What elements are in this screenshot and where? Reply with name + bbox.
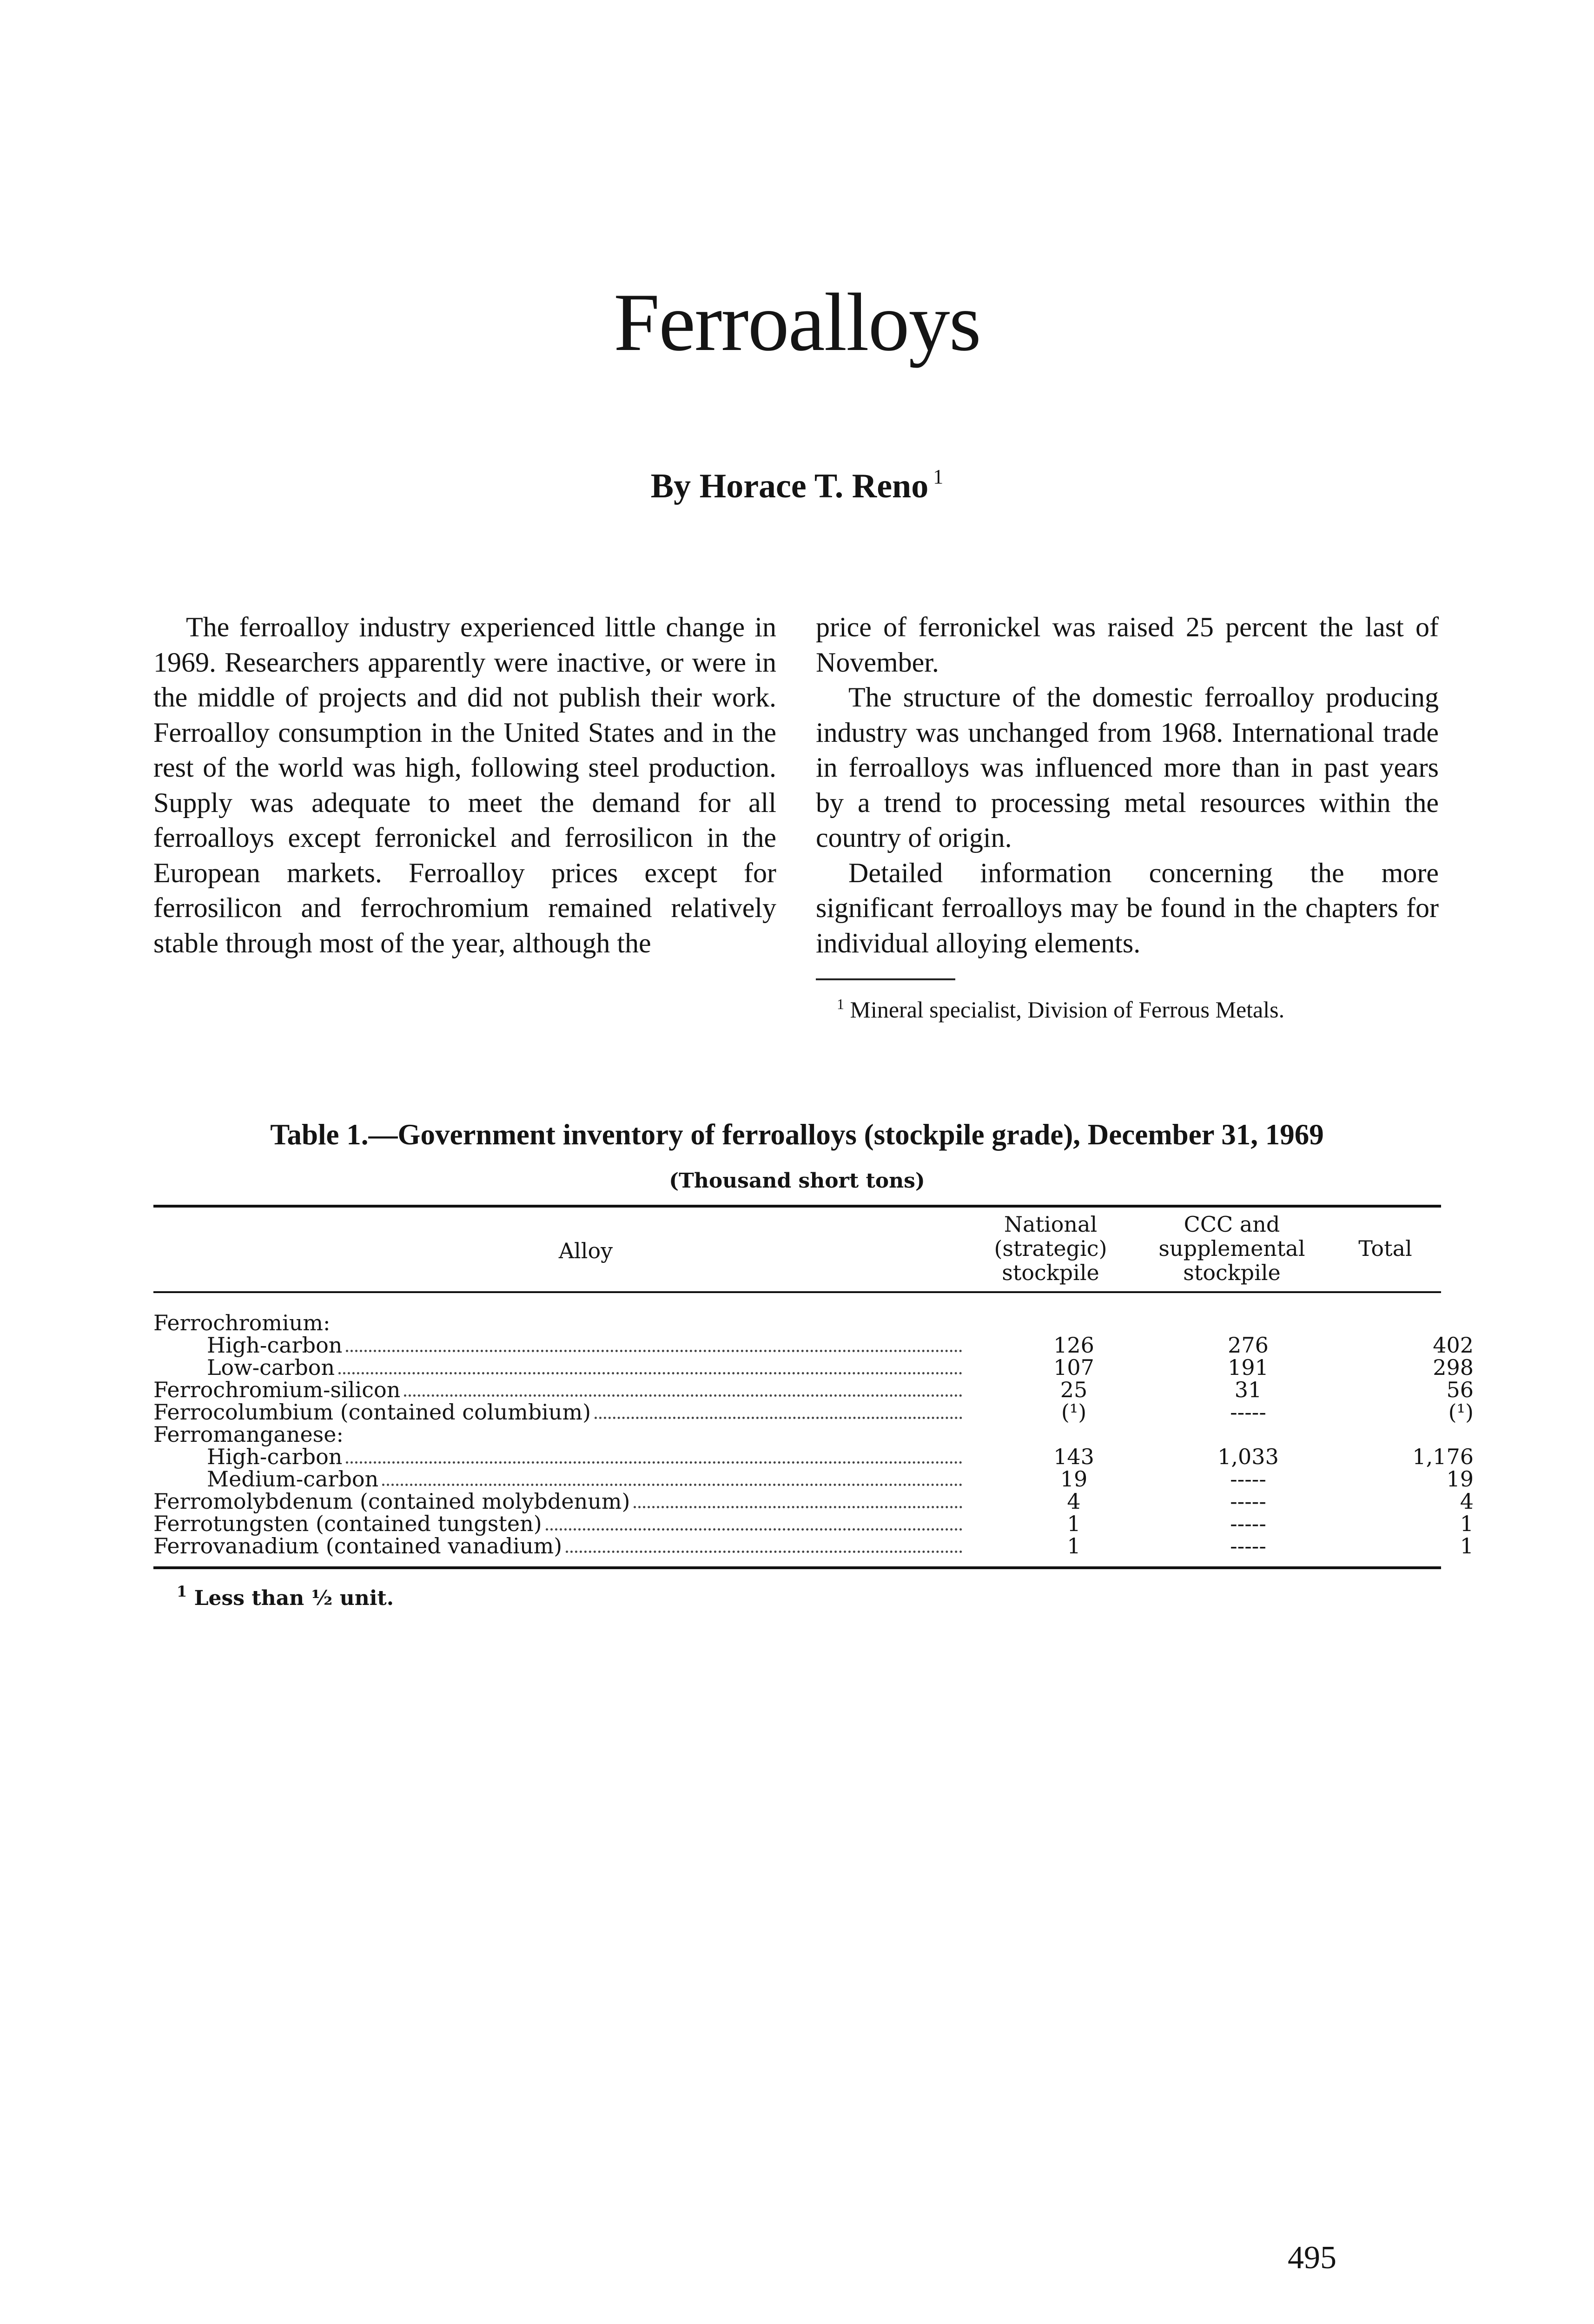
table-row xyxy=(153,1400,1474,1425)
cell-total: 1 xyxy=(1460,1533,1474,1558)
detailed-info-paragraph: Detailed information concerning the more significant ferroalloys may be found in the chapters for individual alloying elements. xyxy=(816,857,1439,958)
cell-national: 4 xyxy=(1067,1489,1081,1514)
table-footnote-text: Less than ½ unit. xyxy=(194,1586,394,1610)
cell-national: (¹) xyxy=(1061,1400,1087,1425)
table-caption: Table 1.—Government inventory of ferroalloys (stockpile grade), December 31, 1969 xyxy=(270,1118,1324,1151)
dot-leader xyxy=(346,1461,962,1464)
table-units: (Thousand short tons) xyxy=(669,1169,925,1193)
header-ccc xyxy=(1130,1212,1334,1285)
left-column xyxy=(153,610,776,961)
cell-national: 1 xyxy=(1067,1533,1081,1558)
footnote-text: Mineral specialist, Division of Ferrous Metals. xyxy=(850,997,1285,1023)
cell-ccc: 1,033 xyxy=(1217,1444,1279,1469)
dot-leader xyxy=(382,1484,962,1486)
header-national-line-2: (strategic) xyxy=(994,1236,1107,1261)
row-label: Ferromanganese: xyxy=(153,1422,344,1447)
cell-ccc: ----- xyxy=(1230,1511,1266,1536)
table-row xyxy=(153,1333,1474,1358)
header-ccc-line-2: supplemental xyxy=(1158,1236,1305,1261)
cell-total: 4 xyxy=(1460,1489,1474,1514)
table-row xyxy=(153,1489,1474,1514)
cell-ccc: 276 xyxy=(1228,1333,1269,1358)
table-row xyxy=(153,1511,1474,1536)
row-label: High-carbon xyxy=(207,1444,343,1469)
dot-leader xyxy=(546,1528,962,1531)
industry-structure-paragraph: The structure of the domestic ferroalloy producing industry was unchanged from 1968. International trade in ferroalloys was influenced more than in past years by a trend to processing metal resources within the country of origin. xyxy=(816,682,1439,853)
dot-leader xyxy=(595,1417,962,1419)
intro-paragraph: The ferroalloy industry experienced little change in 1969. Researchers apparently were inactive, or were in the middle of projects and did not publish their work. Ferroalloy consumption in the United States and in the rest of the world was high, following steel production. Supply was adequate to meet the demand for all ferroalloys except ferronickel and ferrosilicon in the European markets. Ferroalloy prices except for ferrosilicon and ferrochromium remained relatively stable through most of the year, although the xyxy=(153,612,776,958)
author-byline xyxy=(0,465,1594,506)
header-total: Total xyxy=(1358,1236,1412,1261)
header-national xyxy=(958,1212,1144,1285)
page-number: 495 xyxy=(1288,2240,1336,2276)
dot-leader xyxy=(404,1394,962,1397)
table-row xyxy=(153,1533,1474,1558)
cell-national: 126 xyxy=(1053,1333,1094,1358)
author-footnote xyxy=(816,990,1439,1024)
author-footnote-mark: 1 xyxy=(933,465,944,488)
right-column xyxy=(816,610,1439,1024)
row-label: Ferrotungsten (contained tungsten) xyxy=(153,1511,542,1536)
table-row xyxy=(153,1444,1474,1469)
table-row xyxy=(153,1466,1474,1492)
cell-national: 19 xyxy=(1060,1466,1088,1492)
dot-leader xyxy=(346,1350,962,1352)
cell-total: (¹) xyxy=(1448,1400,1474,1425)
header-ccc-line-1: CCC and xyxy=(1184,1212,1280,1237)
header-national-line-3: stockpile xyxy=(1002,1260,1099,1285)
cell-ccc: ----- xyxy=(1230,1400,1266,1425)
cell-national: 1 xyxy=(1067,1511,1081,1536)
row-label: Ferromolybdenum (contained molybdenum) xyxy=(153,1489,630,1514)
row-label: Ferrochromium: xyxy=(153,1310,331,1335)
cell-total: 402 xyxy=(1433,1333,1474,1358)
row-label: Low-carbon xyxy=(207,1355,335,1380)
row-label: Medium-carbon xyxy=(207,1466,379,1492)
dot-leader xyxy=(566,1551,962,1553)
intro-paragraph-continuation: price of ferronickel was raised 25 percent the last of November. xyxy=(816,612,1439,678)
cell-national: 107 xyxy=(1053,1355,1094,1380)
cell-total: 1,176 xyxy=(1412,1444,1474,1469)
row-label: High-carbon xyxy=(207,1333,343,1358)
dot-leader xyxy=(338,1372,962,1374)
footnote-mark: 1 xyxy=(837,996,844,1012)
cell-ccc: 31 xyxy=(1234,1377,1262,1402)
table-bottom-rule xyxy=(153,1566,1441,1569)
cell-national: 25 xyxy=(1060,1377,1088,1402)
table-header-rule xyxy=(153,1291,1441,1293)
chapter-title: Ferroalloys xyxy=(614,276,980,368)
cell-total: 56 xyxy=(1446,1377,1474,1402)
table-top-rule xyxy=(153,1205,1441,1208)
table-footnote-mark: 1 xyxy=(177,1583,187,1600)
footnote-divider xyxy=(816,978,955,980)
dot-leader xyxy=(634,1506,962,1508)
cell-ccc: ----- xyxy=(1230,1533,1266,1558)
author-name: By Horace T. Reno xyxy=(650,467,929,505)
row-label: Ferrovanadium (contained vanadium) xyxy=(153,1533,562,1558)
cell-ccc: ----- xyxy=(1230,1489,1266,1514)
table-row xyxy=(153,1311,1441,1335)
row-label: Ferrochromium-silicon xyxy=(153,1377,401,1402)
table-row xyxy=(153,1422,1441,1446)
table-row xyxy=(153,1377,1474,1402)
cell-total: 19 xyxy=(1446,1466,1474,1492)
header-alloy: Alloy xyxy=(558,1238,613,1263)
cell-ccc: ----- xyxy=(1230,1466,1266,1492)
header-ccc-line-3: stockpile xyxy=(1183,1260,1281,1285)
table-row xyxy=(153,1355,1474,1380)
row-label: Ferrocolumbium (contained columbium) xyxy=(153,1400,591,1425)
table-footnote xyxy=(177,1583,394,1610)
cell-national: 143 xyxy=(1053,1444,1094,1469)
header-national-line-1: National xyxy=(1004,1212,1098,1237)
cell-ccc: 191 xyxy=(1228,1355,1269,1380)
cell-total: 1 xyxy=(1460,1511,1474,1536)
cell-total: 298 xyxy=(1433,1355,1474,1380)
